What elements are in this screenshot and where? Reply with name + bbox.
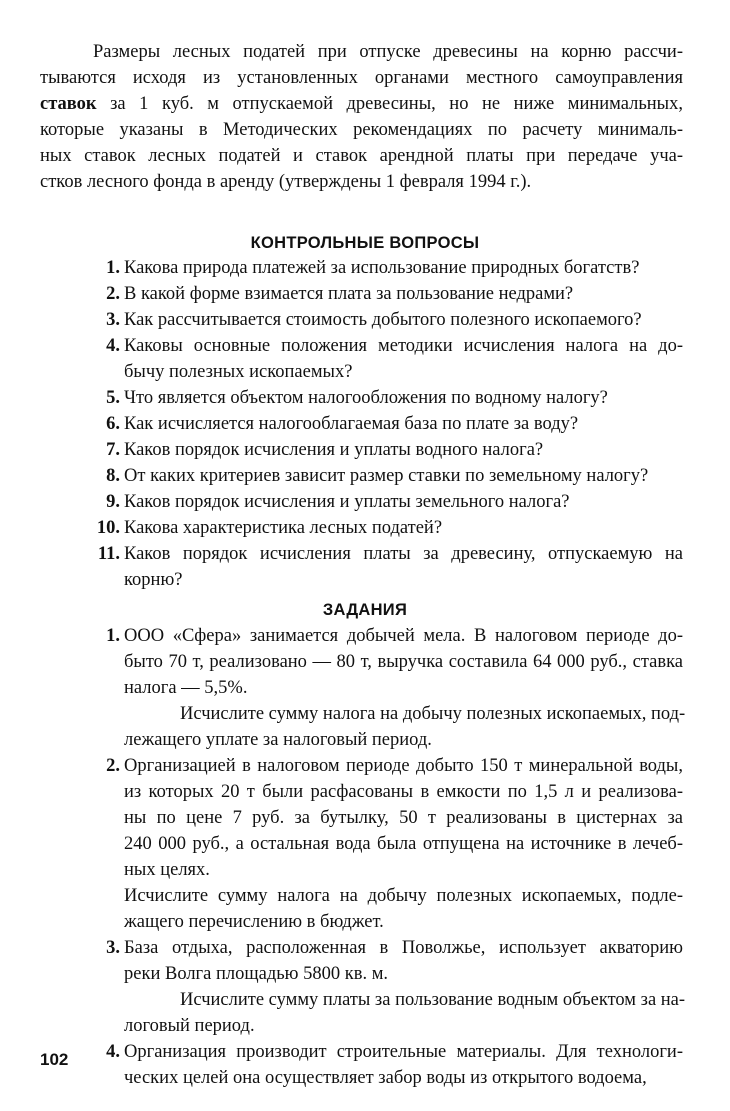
task-item [0, 1039, 730, 1091]
item-number: 2. [106, 756, 120, 776]
text-line: лежащего уплате за налоговый период. [124, 730, 432, 750]
text-line: ны по цене 7 руб. за бутылку, 50 т реализованы в цистернах за [124, 808, 683, 828]
text-line: корню? [124, 570, 183, 590]
text-line: Организация производит строительные материалы. Для технологи- [124, 1042, 683, 1062]
text-line: быто 70 т, реализовано — 80 т, выручка составила 64 000 руб., ставка [124, 652, 683, 672]
question-item [0, 437, 730, 463]
item-number: 3. [106, 310, 120, 330]
text-line: налога — 5,5%. [124, 678, 248, 698]
item-number: 5. [106, 388, 120, 408]
text-line: из которых 20 т были расфасованы в емкости по 1,5 л и реализова- [124, 782, 683, 802]
text-line: Какова характеристика лесных податей? [124, 518, 443, 538]
question-item [0, 463, 730, 489]
text-line: логовый период. [124, 1016, 255, 1036]
text-line: Размеры лесных податей при отпуске древесины на корню рассчи- [93, 42, 683, 62]
text-line: Исчислите сумму платы за пользование водным объектом за на- [180, 990, 686, 1010]
text-line: Какова природа платежей за использование природных богатств? [124, 258, 640, 278]
question-item [0, 541, 730, 593]
text-line: Каковы основные положения методики исчисления налога на до- [124, 336, 683, 356]
question-item [0, 333, 730, 385]
item-number: 6. [106, 414, 120, 434]
question-item [0, 385, 730, 411]
item-number: 2. [106, 284, 120, 304]
tasks-list [0, 623, 730, 1091]
text-line: Каков порядок исчисления и уплаты водного налога? [124, 440, 544, 460]
text-line: Как рассчитывается стоимость добытого полезного ископаемого? [124, 310, 642, 330]
text-line: От каких критериев зависит размер ставки по земельному налогу? [124, 466, 649, 486]
text-line: Как исчисляется налогооблагаемая база по плате за воду? [124, 414, 579, 434]
text-line: В какой форме взимается плата за пользование недрами? [124, 284, 574, 304]
text-line: Организацией в налоговом периоде добыто 150 т минеральной воды, [124, 756, 683, 776]
text-line: ООО «Сфера» занимается добычей мела. В налоговом периоде до- [124, 626, 683, 646]
text-line: бычу полезных ископаемых? [124, 362, 353, 382]
intro-paragraph [0, 39, 730, 195]
task-item [0, 623, 730, 753]
item-number: 1. [106, 258, 120, 278]
task-item [0, 753, 730, 935]
text-line: Исчислите сумму налога на добычу полезных ископаемых, подле- [124, 886, 683, 906]
question-item [0, 489, 730, 515]
item-number: 8. [106, 466, 120, 486]
item-number: 11. [97, 544, 120, 564]
item-number: 9. [106, 492, 120, 512]
item-number: 4. [106, 336, 120, 356]
text-line: 240 000 руб., а остальная вода была отпущена на источнике в лечеб- [124, 834, 683, 854]
text-line: Что является объектом налогообложения по водному налогу? [124, 388, 608, 408]
text-line: ных целях. [124, 860, 210, 880]
item-number: 7. [106, 440, 120, 460]
page-number: 102 [40, 1050, 69, 1069]
text-line: Исчислите сумму налога на добычу полезных ископаемых, под- [180, 704, 686, 724]
item-number: 1. [106, 626, 120, 646]
text-line: База отдыха, расположенная в Поволжье, использует акваторию [124, 938, 683, 958]
question-item [0, 307, 730, 333]
question-item [0, 515, 730, 541]
text-line: тываются исходя из установленных органами местного самоуправления [40, 68, 683, 88]
text-line: стков лесного фонда в аренду (утверждены 1 февраля 1994 г.). [40, 172, 532, 192]
text-line: Каков порядок исчисления и уплаты земельного налога? [124, 492, 570, 512]
text-line: жащего перечислению в бюджет. [124, 912, 384, 932]
tasks-heading: ЗАДАНИЯ [322, 601, 408, 619]
text-line: ставок за 1 куб. м отпускаемой древесины, но не ниже минимальных, [40, 94, 683, 114]
questions-list [0, 255, 730, 593]
questions-heading: КОНТРОЛЬНЫЕ ВОПРОСЫ [250, 234, 480, 252]
text-line: Каков порядок исчисления платы за древесину, отпускаемую на [124, 544, 683, 564]
item-number: 3. [106, 938, 120, 958]
task-item [0, 935, 730, 1039]
question-item [0, 411, 730, 437]
text-line: которые указаны в Методических рекомендациях по расчету минималь- [40, 120, 683, 140]
text-line: ных ставок лесных податей и ставок арендной платы при передаче уча- [40, 146, 683, 166]
item-number: 4. [106, 1042, 120, 1062]
text-line: реки Волга площадью 5800 кв. м. [124, 964, 389, 984]
question-item [0, 281, 730, 307]
item-number: 10. [96, 518, 120, 538]
question-item [0, 255, 730, 281]
bold-term: ставок [40, 94, 97, 114]
text-line: ческих целей она осуществляет забор воды из открытого водоема, [124, 1068, 647, 1088]
